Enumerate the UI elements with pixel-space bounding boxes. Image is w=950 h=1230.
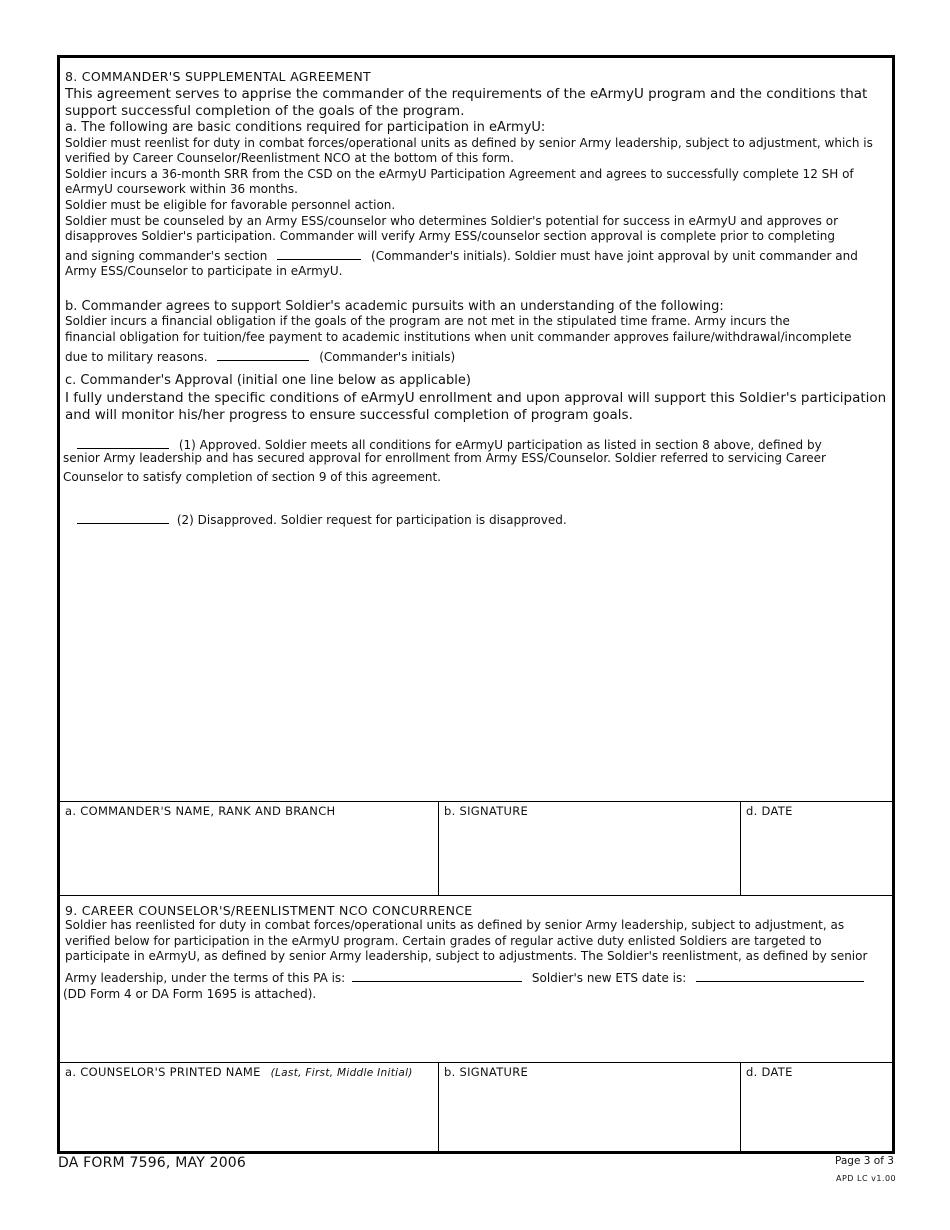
- section8-intro-1: This agreement serves to apprise the commander of the requirements of the eArmyU program and the conditions that: [65, 86, 868, 102]
- section9-line-2: verified below for participation in the eArmyU program. Certain grades of regular active duty enlisted Soldiers are targeted to: [65, 934, 822, 948]
- disapproved-option: [77, 509, 567, 527]
- approved-option: [77, 434, 822, 452]
- section8c-heading: c. Commander's Approval (initial one line below as applicable): [65, 373, 471, 388]
- commander-signature-field[interactable]: [442, 820, 736, 892]
- disapproved-initials-field[interactable]: [77, 509, 169, 524]
- section8c-line-2: and will monitor his/her progress to ensure successful completion of program goals.: [65, 407, 633, 423]
- section8a-line-6: Soldier must be counseled by an Army ESS/counselor who determines Soldier's potential for success in eArmyU and approves or: [65, 214, 839, 228]
- b-last-text-post: (Commander's initials): [319, 350, 456, 364]
- commander-name-field[interactable]: [63, 820, 435, 892]
- commander-date-field[interactable]: [744, 820, 890, 892]
- form-name: DA FORM 7596, MAY 2006: [58, 1155, 247, 1171]
- pa-text: Army leadership, under the terms of this PA is:: [65, 971, 346, 985]
- section8-heading: 8. COMMANDER'S SUPPLEMENTAL AGREEMENT: [65, 69, 371, 84]
- section8b-line-3: [65, 346, 455, 364]
- commander-name-label: a. COMMANDER'S NAME, RANK AND BRANCH: [65, 804, 336, 818]
- counselor-signature-label: b. SIGNATURE: [444, 1065, 529, 1079]
- section8a-line-5: Soldier must be eligible for favorable personnel action.: [65, 198, 396, 212]
- ets-date-field[interactable]: [696, 967, 864, 982]
- commander-initials-field-1[interactable]: [277, 245, 361, 260]
- signing-text-post: (Commander's initials). Soldier must have joint approval by unit commander and: [371, 249, 858, 263]
- commander-date-label: d. DATE: [746, 804, 793, 818]
- b-last-text: due to military reasons.: [65, 350, 208, 364]
- approved-line-3: Counselor to satisfy completion of section 9 of this agreement.: [63, 470, 441, 484]
- page-number: Page 3 of 3: [835, 1155, 894, 1167]
- section9-line-3: participate in eArmyU, as defined by senior Army leadership, subject to adjustments. The Soldier's reenlistment, as defined by senior: [65, 949, 868, 963]
- section8a-heading: a. The following are basic conditions required for participation in eArmyU:: [65, 120, 546, 135]
- divider: [740, 801, 741, 895]
- section8a-line-last: Army ESS/Counselor to participate in eArmyU.: [65, 264, 343, 278]
- approved-text: (1) Approved. Soldier meets all conditions for eArmyU participation as listed in section 8 above, defined by: [178, 438, 822, 452]
- counselor-name-hint: (Last, First, Middle Initial): [270, 1067, 413, 1079]
- approved-line-2: senior Army leadership and has secured approval for enrollment from Army ESS/Counselor. Soldier referred to servicing Career: [63, 451, 826, 465]
- section8a-line-4: eArmyU coursework within 36 months.: [65, 182, 298, 196]
- pa-terms-field[interactable]: [352, 967, 522, 982]
- disapproved-text: (2) Disapproved. Soldier request for participation is disapproved.: [176, 513, 567, 527]
- section8a-line-7: disapproves Soldier's participation. Commander will verify Army ESS/counselor section approval is complete prior to completing: [65, 229, 836, 243]
- counselor-signature-field[interactable]: [442, 1082, 736, 1150]
- section8b-line-2: financial obligation for tuition/fee payment to academic institutions when unit commander approves failure/withdrawal/incomplete: [65, 330, 852, 344]
- signing-text: and signing commander's section: [65, 249, 268, 263]
- counselor-name-label-text: a. COUNSELOR'S PRINTED NAME: [65, 1065, 261, 1079]
- section8b-heading: b. Commander agrees to support Soldier's academic pursuits with an understanding of the following:: [65, 299, 724, 314]
- approved-initials-field[interactable]: [77, 434, 169, 449]
- form-page: [57, 55, 895, 1154]
- section9-line-1: Soldier has reenlisted for duty in combat forces/operational units as defined by senior Army leadership, subject to adjustment, as: [65, 918, 845, 932]
- section8a-line-2: verified by Career Counselor/Reenlistment NCO at the bottom of this form.: [65, 151, 514, 165]
- section9-heading: 9. CAREER COUNSELOR'S/REENLISTMENT NCO CONCURRENCE: [65, 903, 473, 918]
- section8-intro-2: support successful completion of the goals of the program.: [65, 103, 465, 119]
- section9-attached: (DD Form 4 or DA Form 1695 is attached).: [63, 987, 317, 1001]
- section8b-line-1: Soldier incurs a financial obligation if the goals of the program are not met in the stipulated time frame. Army incurs the: [65, 314, 790, 328]
- counselor-name-label: [65, 1065, 413, 1079]
- commander-signature-label: b. SIGNATURE: [444, 804, 529, 818]
- section9-pa-line: [65, 967, 864, 985]
- ets-label: Soldier's new ETS date is:: [531, 971, 687, 985]
- version-label: APD LC v1.00: [836, 1174, 897, 1183]
- counselor-name-field[interactable]: [63, 1082, 435, 1150]
- divider: [60, 895, 892, 896]
- commander-initials-field-2[interactable]: [217, 346, 309, 361]
- section8a-line-8: [65, 245, 858, 263]
- divider: [60, 1062, 892, 1063]
- divider: [740, 1062, 741, 1154]
- divider: [60, 801, 892, 802]
- section8c-line-1: I fully understand the specific conditions of eArmyU enrollment and upon approval will support this Soldier's participation: [65, 390, 887, 406]
- section8a-line-1: Soldier must reenlist for duty in combat forces/operational units as defined by senior Army leadership, subject to adjustment, which is: [65, 136, 873, 150]
- section8a-line-3: Soldier incurs a 36-month SRR from the CSD on the eArmyU Participation Agreement and agrees to successfully complete 12 SH of: [65, 167, 854, 181]
- counselor-date-label: d. DATE: [746, 1065, 793, 1079]
- counselor-date-field[interactable]: [744, 1082, 890, 1150]
- divider: [438, 801, 439, 895]
- divider: [438, 1062, 439, 1154]
